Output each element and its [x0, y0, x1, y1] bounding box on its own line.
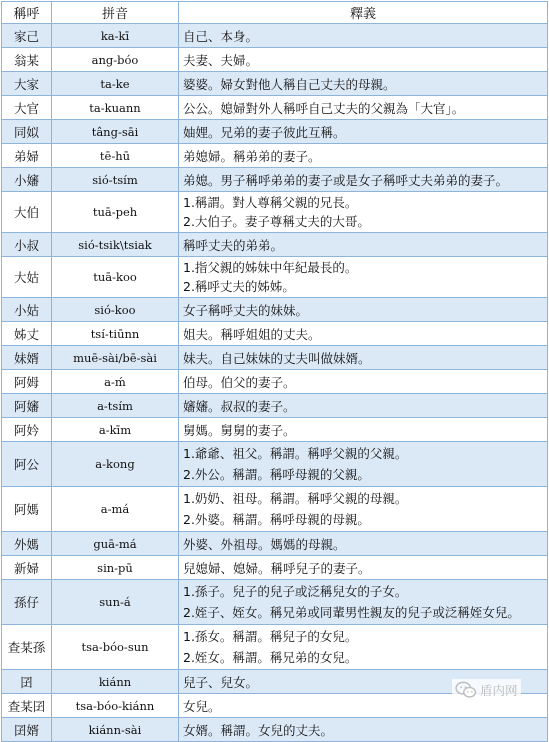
kinship-term: 囝婿: [2, 718, 52, 742]
definition-line: 弟媳婦。稱弟弟的妻子。: [183, 148, 321, 164]
header-definition: 釋義: [179, 2, 548, 24]
definition-line: 妹夫。自己妹妹的丈夫叫做妹婿。: [183, 350, 371, 366]
definition-line: 1.爺爺、祖父。稱謂。稱呼父親的父親。: [183, 446, 408, 461]
kinship-term: 弟婦: [2, 144, 52, 168]
definition: [179, 120, 548, 144]
table-row: [2, 394, 548, 418]
kinship-term: 妹婿: [2, 346, 52, 370]
kinship-term: 外媽: [2, 532, 52, 556]
definition: [179, 192, 548, 233]
kinship-term: 大姑: [2, 257, 52, 298]
romanization: a-kīm: [52, 418, 179, 442]
table-row: [2, 346, 548, 370]
definition-line: 1.稱謂。對人尊稱父親的兄長。: [183, 195, 358, 210]
definition-line: 稱呼丈夫的弟弟。: [183, 237, 284, 253]
table-row: [2, 120, 548, 144]
wechat-icon: [455, 681, 477, 699]
romanization: sió-tsik\tsiak: [52, 233, 179, 257]
definition-line: 外婆、外祖母。媽媽的母親。: [183, 536, 346, 552]
romanization: guā-má: [52, 532, 179, 556]
romanization: a-má: [52, 487, 179, 532]
definition: [179, 72, 548, 96]
romanization: sió-tsím: [52, 168, 179, 192]
romanization: a-tsím: [52, 394, 179, 418]
definition-line: 嬸嬸。叔叔的妻子。: [183, 398, 296, 414]
table-row: [2, 322, 548, 346]
definition: [179, 394, 548, 418]
romanization: ka-kī: [52, 24, 179, 48]
kinship-term: 大官: [2, 96, 52, 120]
table-row: [2, 580, 548, 625]
romanization: sin-pū: [52, 556, 179, 580]
romanization: a-ḿ: [52, 370, 179, 394]
table-row: [2, 487, 548, 532]
kinship-term: 新婦: [2, 556, 52, 580]
romanization: sun-á: [52, 580, 179, 625]
kinship-term: 同姒: [2, 120, 52, 144]
kinship-term: 孫仔: [2, 580, 52, 625]
kinship-term: 阿姆: [2, 370, 52, 394]
table-header-row: [2, 2, 548, 24]
definition: [179, 580, 548, 625]
table-row: [2, 257, 548, 298]
romanization: tē-hū: [52, 144, 179, 168]
definition: [179, 48, 548, 72]
kinship-term: 姊丈: [2, 322, 52, 346]
definition-line: 伯母。伯父的妻子。: [183, 374, 296, 390]
definition-line: 2.大伯子。妻子尊稱丈夫的大哥。: [183, 214, 370, 229]
header-romanization: 拼音: [52, 2, 179, 24]
definition-line: 女婿。稱謂。女兒的丈夫。: [183, 722, 334, 738]
kinship-term: 阿媽: [2, 487, 52, 532]
definition: [179, 532, 548, 556]
definition-line: 妯娌。兄弟的妻子彼此互稱。: [183, 124, 346, 140]
table-row: [2, 625, 548, 670]
definition-line: 2.姪女。稱謂。稱兄弟的女兒。: [183, 650, 358, 665]
definition: [179, 144, 548, 168]
watermark: [452, 679, 521, 701]
definition-line: 1.孫女。稱謂。稱兒子的女兒。: [183, 629, 358, 644]
romanization: tsí-tiūnn: [52, 322, 179, 346]
definition: [179, 487, 548, 532]
definition-line: 1.孫子。兒子的兒子或泛稱兒女的子女。: [183, 584, 408, 599]
kinship-term: 小姑: [2, 298, 52, 322]
table-row: [2, 556, 548, 580]
definition-line: 姐夫。稱呼姐姐的丈夫。: [183, 326, 321, 342]
table-row: [2, 718, 548, 742]
romanization: tuā-peh: [52, 192, 179, 233]
romanization: ta-ke: [52, 72, 179, 96]
kinship-term: 大伯: [2, 192, 52, 233]
romanization: tuā-koo: [52, 257, 179, 298]
table-row: [2, 442, 548, 487]
romanization: ta-kuann: [52, 96, 179, 120]
romanization: kiánn: [52, 670, 179, 694]
definition-line: 2.姪子、姪女。稱兄弟或同輩男性親友的兒子或泛稱姪女兒。: [183, 605, 520, 620]
definition: [179, 257, 548, 298]
definition-line: 女兒。: [183, 698, 221, 714]
kinship-term: 囝: [2, 670, 52, 694]
header-term: 稱呼: [2, 2, 52, 24]
definition-line: 2.外婆。稱謂。稱呼母親的母親。: [183, 512, 370, 527]
definition-line: 夫妻、夫婦。: [183, 52, 259, 68]
kinship-term: 阿公: [2, 442, 52, 487]
romanization: ang-bóo: [52, 48, 179, 72]
table-body: [2, 24, 548, 742]
table-row: [2, 24, 548, 48]
table-row: [2, 233, 548, 257]
romanization: kiánn-sài: [52, 718, 179, 742]
kinship-term: 翁某: [2, 48, 52, 72]
kinship-term: 小嬸: [2, 168, 52, 192]
table-row: [2, 298, 548, 322]
table-row: [2, 418, 548, 442]
definition: [179, 298, 548, 322]
definition-line: 2.稱呼丈夫的姊姊。: [183, 279, 295, 294]
romanization: muē-sài/bē-sài: [52, 346, 179, 370]
definition: [179, 718, 548, 742]
definition-line: 自己、本身。: [183, 28, 259, 44]
definition-line: 2.外公。稱謂。稱呼母親的父親。: [183, 467, 370, 482]
definition-line: 婆婆。婦女對他人稱自己丈夫的母親。: [183, 76, 396, 92]
romanization: tsa-bóo-sun: [52, 625, 179, 670]
kinship-term: 查某囝: [2, 694, 52, 718]
definition: [179, 442, 548, 487]
definition: [179, 233, 548, 257]
kinship-term: 查某孫: [2, 625, 52, 670]
definition-line: 公公。媳婦對外人稱呼自己丈夫的父親為「大官」。: [183, 100, 465, 116]
definition-line: 弟媳。男子稱呼弟弟的妻子或是女子稱呼丈夫弟弟的妻子。: [183, 172, 509, 188]
definition-line: 女子稱呼丈夫的妹妹。: [183, 302, 309, 318]
kinship-term: 小叔: [2, 233, 52, 257]
kinship-term: 阿嬸: [2, 394, 52, 418]
definition: [179, 556, 548, 580]
definition: [179, 346, 548, 370]
romanization: tsa-bóo-kiánn: [52, 694, 179, 718]
kinship-terms-table: [1, 1, 548, 742]
table-row: [2, 192, 548, 233]
romanization: tâng-sāi: [52, 120, 179, 144]
table-row: [2, 144, 548, 168]
romanization: sió-koo: [52, 298, 179, 322]
definition: [179, 418, 548, 442]
watermark-text: 盾内网: [480, 683, 518, 698]
definition-line: 舅媽。舅舅的妻子。: [183, 422, 296, 438]
definition: [179, 96, 548, 120]
romanization: a-kong: [52, 442, 179, 487]
definition-line: 1.奶奶、祖母。稱謂。稱呼父親的母親。: [183, 491, 408, 506]
table-row: [2, 48, 548, 72]
kinship-term: 大家: [2, 72, 52, 96]
definition: [179, 370, 548, 394]
definition: [179, 625, 548, 670]
table-row: [2, 370, 548, 394]
kinship-term: 阿妗: [2, 418, 52, 442]
table-row: [2, 532, 548, 556]
definition-line: 兒子、兒女。: [183, 674, 259, 690]
table-row: [2, 72, 548, 96]
definition: [179, 322, 548, 346]
definition: [179, 24, 548, 48]
table-row: [2, 168, 548, 192]
table-row: [2, 96, 548, 120]
definition: [179, 168, 548, 192]
definition-line: 兒媳婦、媳婦。稱呼兒子的妻子。: [183, 560, 371, 576]
definition-line: 1.指父親的姊妹中年紀最長的。: [183, 260, 358, 275]
kinship-term: 家己: [2, 24, 52, 48]
